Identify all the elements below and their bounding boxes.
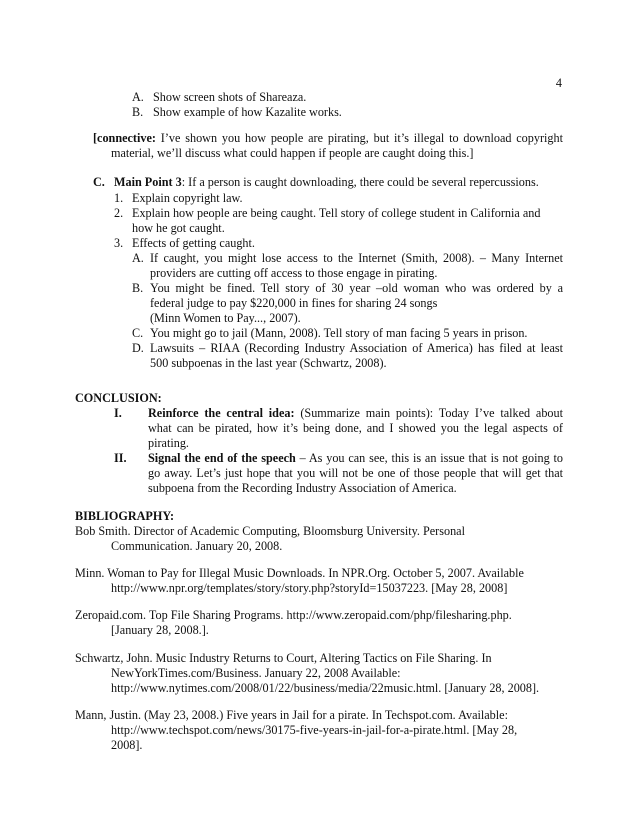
- bibliography-entry-line: [January 28, 2008.].: [111, 623, 209, 637]
- connective-line-1: [93, 131, 563, 146]
- conclusion-marker: II.: [114, 451, 127, 465]
- subpoint-text: Effects of getting caught.: [132, 236, 255, 250]
- bibliography-entry-line: Mann, Justin. (May 23, 2008.) Five years in Jail for a pirate. In Techspot.com. Available:: [75, 708, 508, 722]
- subpoint-text: Explain copyright law.: [132, 191, 243, 205]
- bibliography-entry-line: Communication. January 20, 2008.: [111, 539, 283, 553]
- connective-text-1: I’ve shown you how people are pirating, but it’s illegal to download copyright: [155, 131, 563, 145]
- conclusion-line: subpoena from the Recording Industry Association of America.: [148, 481, 457, 495]
- conclusion-marker: I.: [114, 406, 122, 420]
- effect-text: federal judge to pay $220,000 in fines for sharing 24 songs: [150, 296, 438, 310]
- effect-text: You might be fined. Tell story of 30 year –old woman who was ordered by a: [150, 281, 563, 295]
- conclusion-label: Signal the end of the speech: [148, 451, 296, 465]
- outline-item-text: Show example of how Kazalite works.: [153, 105, 342, 119]
- effect-marker: A.: [132, 251, 144, 265]
- bibliography-heading: BIBLIOGRAPHY:: [75, 509, 175, 523]
- page-number: 4: [555, 76, 562, 90]
- main-point-heading: [114, 175, 539, 190]
- bibliography-entry-line: Schwartz, John. Music Industry Returns to Court, Altering Tactics on File Sharing. In: [75, 651, 492, 665]
- subpoint-marker: 2.: [114, 206, 124, 220]
- bibliography-entry-line: http://www.techspot.com/news/30175-five-years-in-jail-for-a-pirate.html. [May 28,: [111, 723, 518, 737]
- subpoint-marker: 3.: [114, 236, 124, 250]
- connective-line-2: material, we’ll discuss what could happen if people are caught doing this.]: [111, 146, 474, 160]
- outline-item-marker: A.: [132, 90, 144, 104]
- effect-text: (Minn Women to Pay..., 2007).: [150, 311, 301, 325]
- bibliography-entry-line: NewYorkTimes.com/Business. January 22, 2008 Available:: [111, 666, 401, 680]
- subpoint-marker: 1.: [114, 191, 124, 205]
- effect-marker: D.: [132, 341, 144, 355]
- conclusion-line: go away. Let’s just hope that you will not be one of those people that will get that: [148, 466, 563, 480]
- conclusion-heading: CONCLUSION:: [75, 391, 162, 405]
- conclusion-line: pirating.: [148, 436, 189, 450]
- effect-text: Lawsuits – RIAA (Recording Industry Association of America) has filed at least: [150, 341, 563, 355]
- main-point-marker: C.: [93, 175, 105, 189]
- bibliography-entry-line: http://www.nytimes.com/2008/01/22/business/media/22music.html. [January 28, 2008].: [111, 681, 540, 695]
- subpoint-text: how he got caught.: [132, 221, 225, 235]
- effect-text: providers are cutting off access to those engage in pirating.: [150, 266, 438, 280]
- connective-label: [connective:: [93, 131, 156, 145]
- conclusion-text: (Summarize main points): Today I’ve talked about: [294, 406, 563, 420]
- subpoint-text: Explain how people are being caught. Tell story of college student in California and: [132, 206, 541, 220]
- conclusion-label: Reinforce the central idea:: [148, 406, 295, 420]
- main-point-text: : If a person is caught downloading, there could be several repercussions.: [181, 175, 539, 189]
- effect-text: You might go to jail (Mann, 2008). Tell story of man facing 5 years in prison.: [150, 326, 528, 340]
- conclusion-line: what can be pirated, how it’s being done, and I showed you the legal aspects of: [148, 421, 563, 435]
- main-point-label: Main Point 3: [114, 175, 182, 189]
- effect-text: If caught, you might lose access to the Internet (Smith, 2008). – Many Internet: [150, 251, 563, 265]
- effect-text: 500 subpoenas in the last year (Schwartz, 2008).: [150, 356, 387, 370]
- bibliography-entry-line: 2008].: [111, 738, 143, 752]
- bibliography-entry-line: http://www.npr.org/templates/story/story.php?storyId=15037223. [May 28, 2008]: [111, 581, 508, 595]
- outline-item-text: Show screen shots of Shareaza.: [153, 90, 307, 104]
- outline-item-marker: B.: [132, 105, 144, 119]
- effect-marker: B.: [132, 281, 144, 295]
- conclusion-line: [148, 451, 563, 466]
- conclusion-line: [148, 406, 563, 421]
- bibliography-entry-line: Minn. Woman to Pay for Illegal Music Downloads. In NPR.Org. October 5, 2007. Available: [75, 566, 524, 580]
- conclusion-text: – As you can see, this is an issue that is not going to: [295, 451, 563, 465]
- bibliography-entry-line: Bob Smith. Director of Academic Computing, Bloomsburg University. Personal: [75, 524, 465, 538]
- effect-marker: C.: [132, 326, 144, 340]
- bibliography-entry-line: Zeropaid.com. Top File Sharing Programs. http://www.zeropaid.com/php/filesharing.php.: [75, 608, 512, 622]
